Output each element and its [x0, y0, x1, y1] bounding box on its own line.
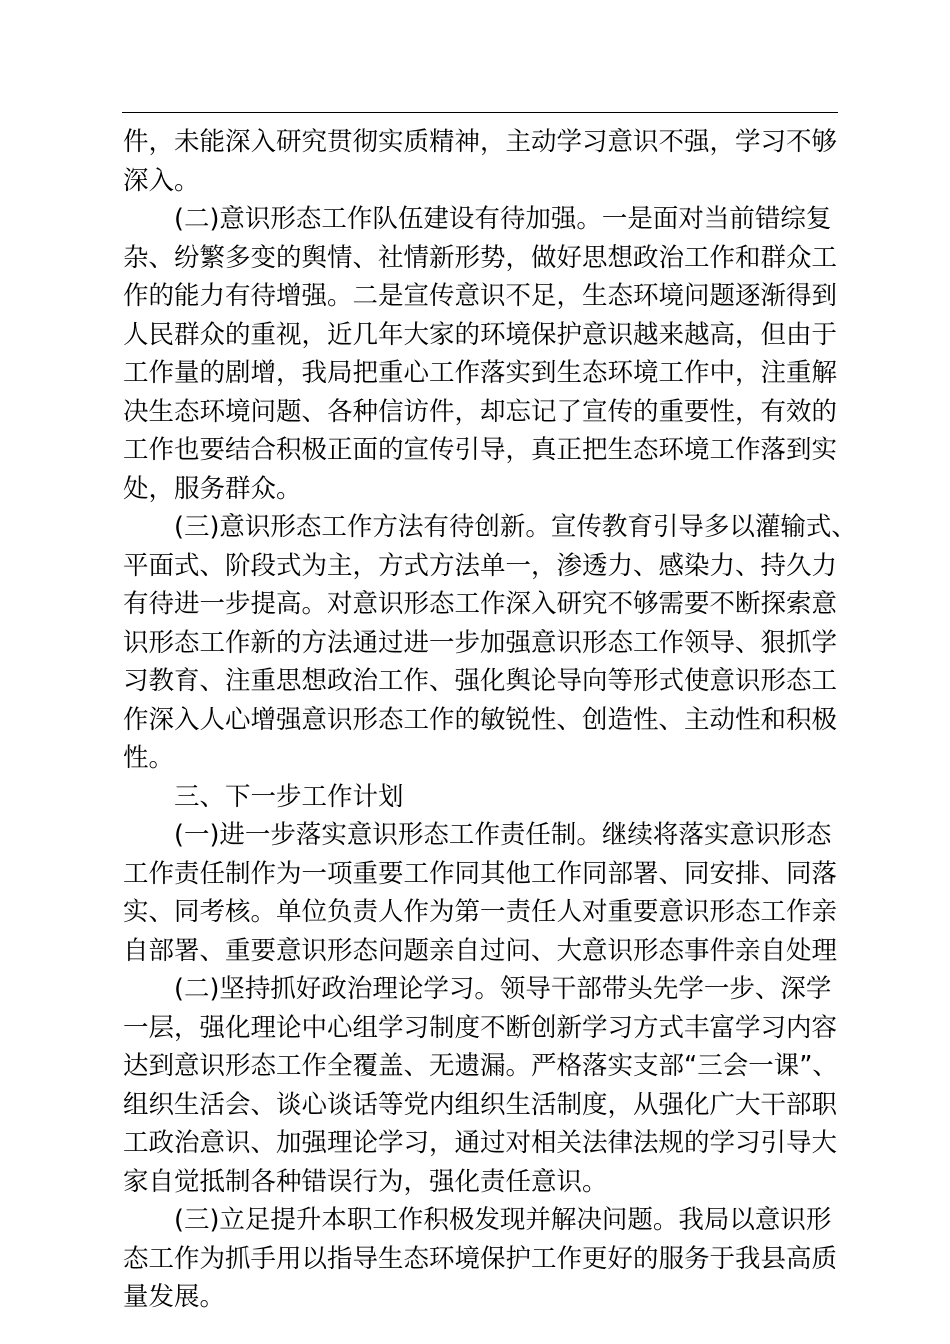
document-body [123, 123, 857, 1317]
text-line: 作的能力有待增强。二是宣传意识不足，生态环境问题逐渐得到 [123, 281, 838, 311]
text-line: 深入。 [123, 165, 200, 196]
text-line: (三)意识形态工作方法有待创新。宣传教育引导多以灌输式、 [174, 512, 857, 542]
text-line: 件，未能深入研究贯彻实质精神，主动学习意识不强，学习不够 [123, 127, 838, 157]
text-line: 一层，强化理论中心组学习制度不断创新学习方式丰富学习内容 [123, 1012, 838, 1043]
text-line: 组织生活会、谈心谈话等党内组织生活制度，从强化广大干部职 [123, 1089, 838, 1120]
text-line: 习教育、注重思想政治工作、强化舆论导向等形式使意识形态工 [123, 666, 838, 696]
text-line: (三)立足提升本职工作积极发现并解决问题。我局以意识形 [174, 1205, 832, 1235]
text-line: 工作责任制作为一项重要工作同其他工作同部署、同安排、同落 [123, 858, 838, 889]
text-line: 作深入人心增强意识形态工作的敏锐性、创造性、主动性和积极 [123, 704, 838, 735]
text-line: 自部署、重要意识形态问题亲自过问、大意识形态事件亲自处理 [123, 935, 838, 966]
text-line: (二)坚持抓好政治理论学习。领导干部带头先学一步、深学 [174, 974, 832, 1004]
text-line: 量发展。 [123, 1282, 226, 1312]
text-line: 杂、纷繁多变的舆情、社情新形势，做好思想政治工作和群众工 [123, 242, 838, 273]
text-line: 性。 [123, 743, 175, 773]
text-line: 实、同考核。单位负责人作为第一责任人对重要意识形态工作亲 [123, 897, 838, 927]
text-line: 家自觉抵制各种错误行为，强化责任意识。 [123, 1166, 608, 1197]
header-rule [122, 112, 838, 113]
text-line: 工作也要结合积极正面的宣传引导，真正把生态环境工作落到实 [123, 435, 838, 465]
text-line: 有待进一步提高。对意识形态工作深入研究不够需要不断探索意 [123, 589, 838, 619]
text-line: 三、下一步工作计划 [174, 781, 404, 812]
text-line: 态工作为抓手用以指导生态环境保护工作更好的服务于我县高质 [123, 1243, 838, 1274]
text-line: 识形态工作新的方法通过进一步加强意识形态工作领导、狠抓学 [123, 627, 838, 658]
text-line: 人民群众的重视，近几年大家的环境保护意识越来越高，但由于 [123, 319, 838, 350]
text-line: 决生态环境问题、各种信访件，却忘记了宣传的重要性，有效的 [123, 396, 838, 427]
text-line: (二)意识形态工作队伍建设有待加强。一是面对当前错综复 [174, 204, 832, 234]
text-line: 工作量的剧增，我局把重心工作落实到生态环境工作中，注重解 [123, 358, 838, 388]
text-line: 达到意识形态工作全覆盖、无遗漏。严格落实支部“三会一课”、 [123, 1051, 838, 1081]
text-line: 平面式、阶段式为主，方式方法单一，渗透力、感染力、持久力 [123, 550, 838, 581]
text-line: 工政治意识、加强理论学习，通过对相关法律法规的学习引导大 [123, 1128, 838, 1158]
text-line: 处，服务群众。 [123, 473, 302, 504]
text-line: (一)进一步落实意识形态工作责任制。继续将落实意识形态 [174, 820, 832, 850]
